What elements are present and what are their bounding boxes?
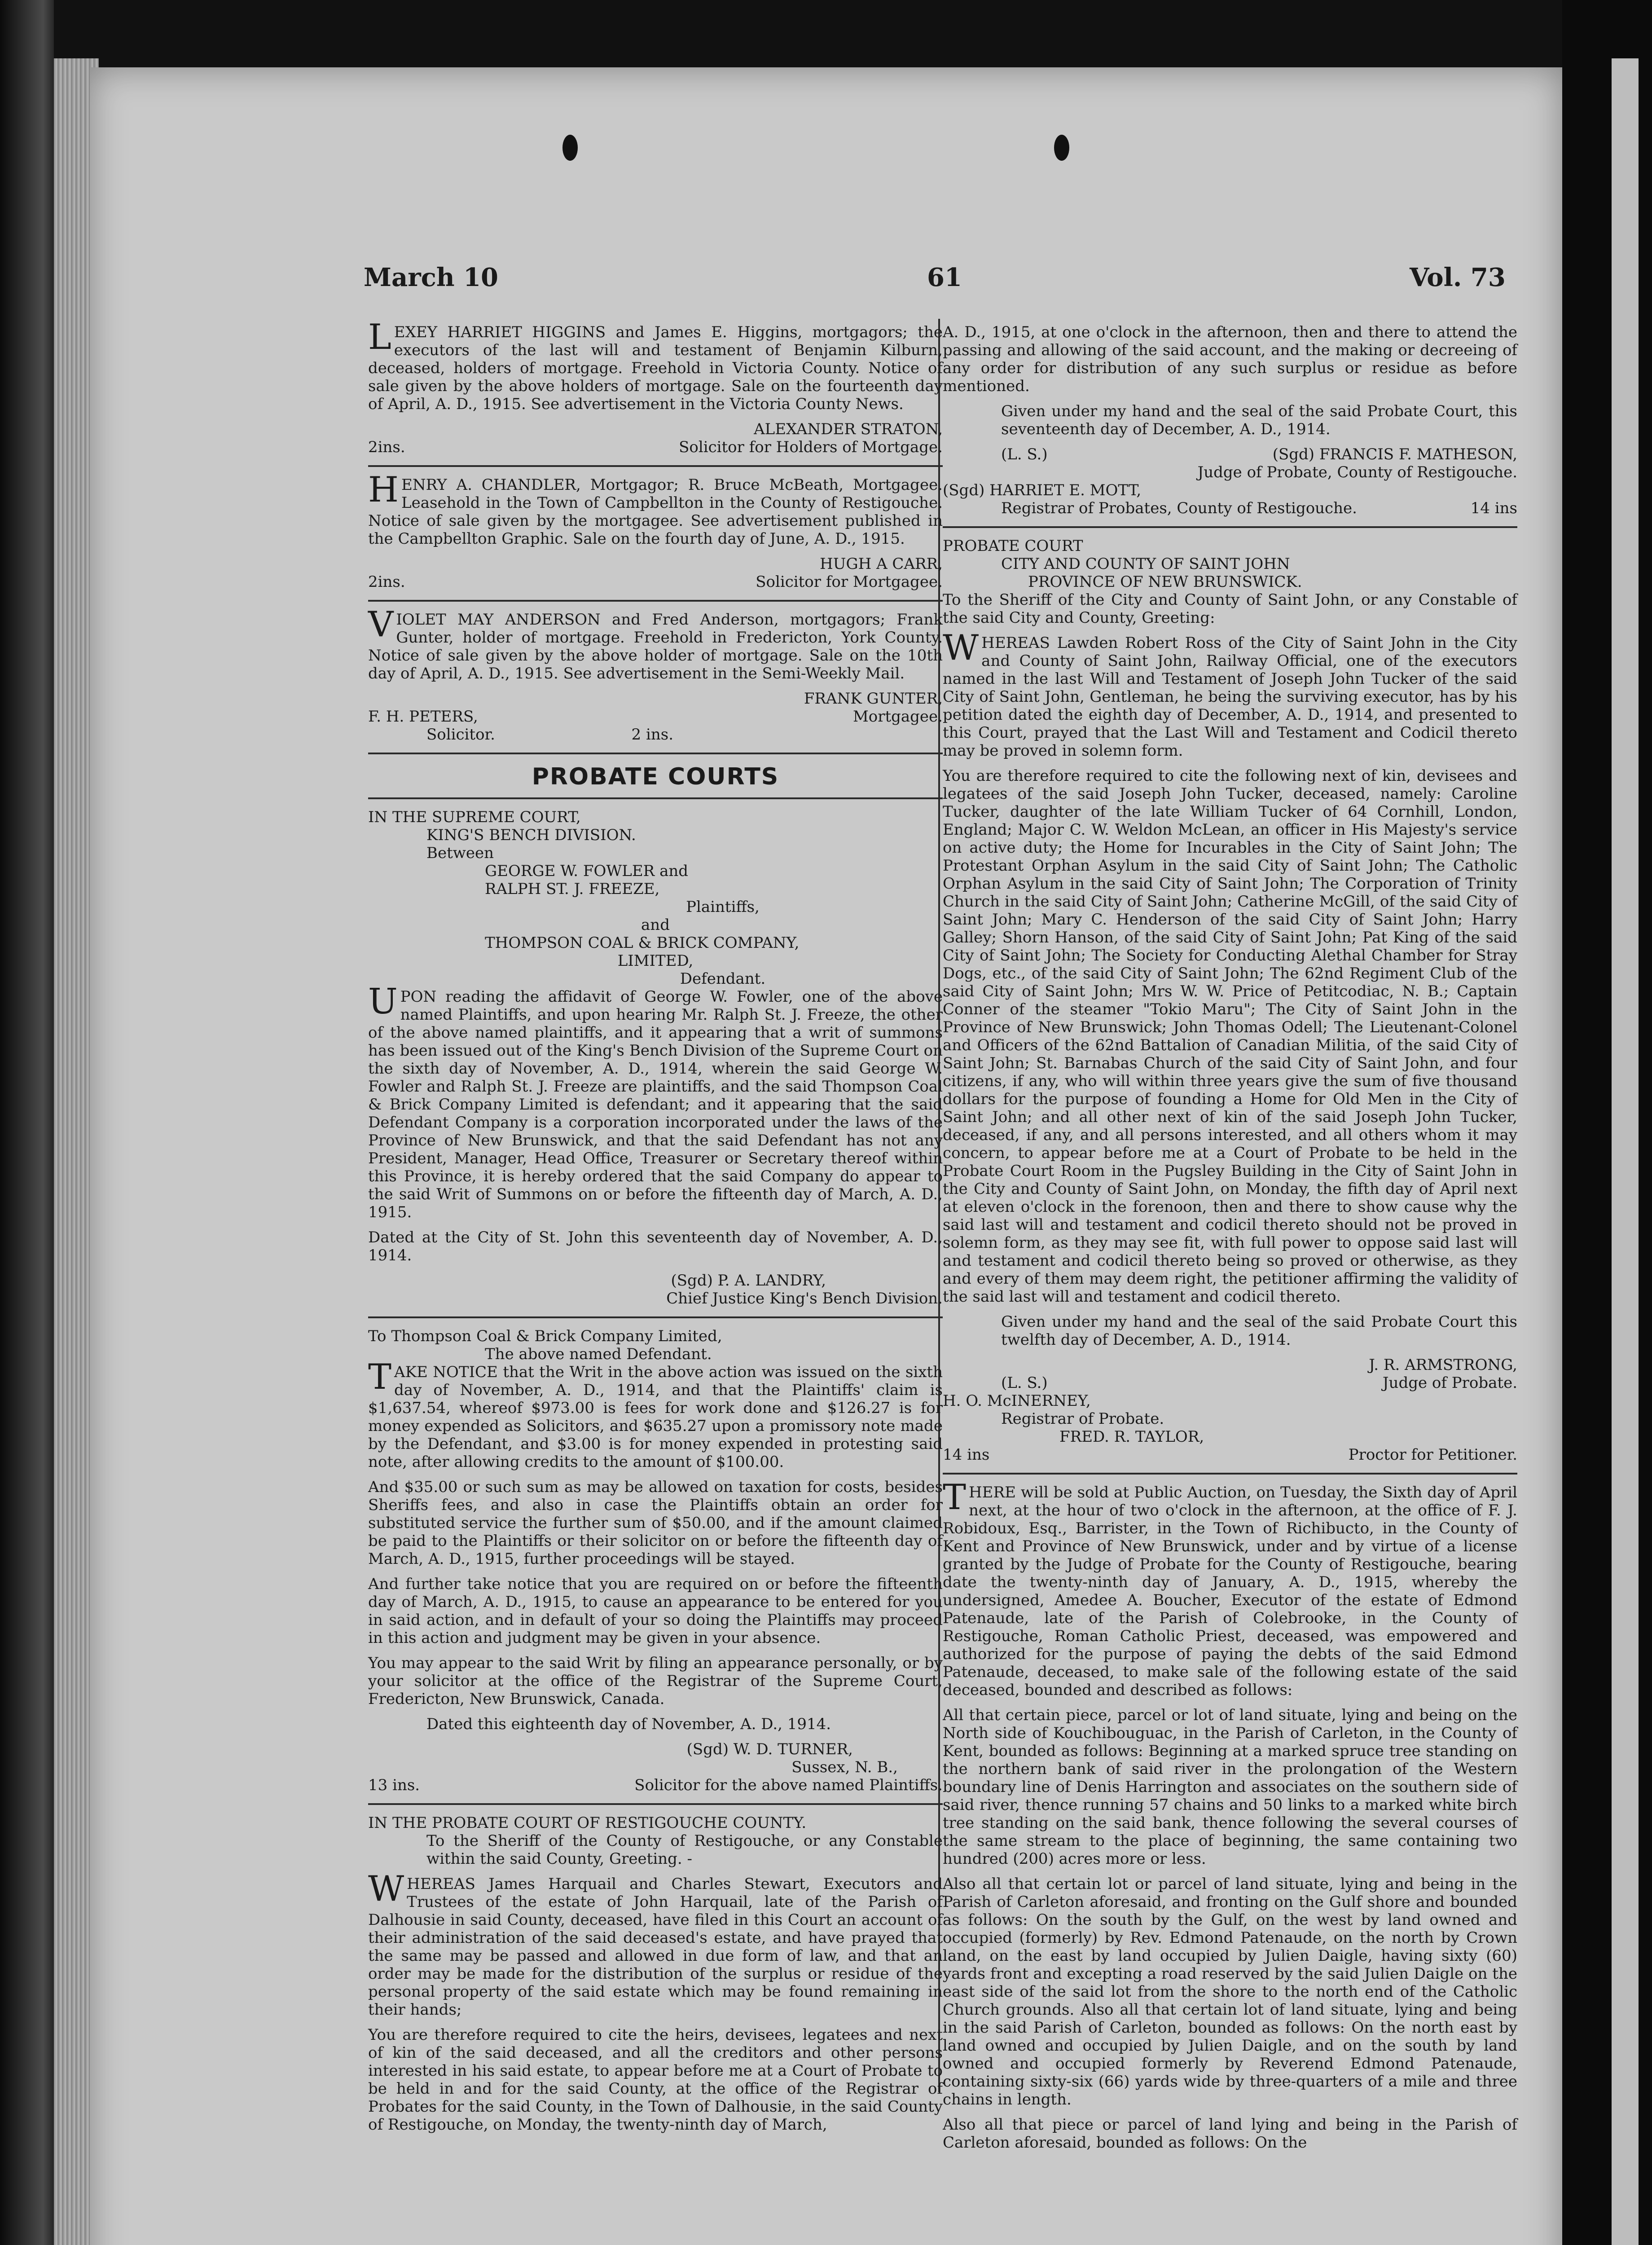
notice-to-2: The above named Defendant. [485, 1345, 712, 1363]
court-title-1: IN THE SUPREME COURT, [368, 808, 581, 826]
divider [368, 1316, 943, 1318]
probate-title-1: PROBATE COURT [943, 537, 1083, 555]
punch-hole [1054, 135, 1069, 161]
notice-signature: ALEXANDER STRATON, [754, 420, 943, 438]
restigouche-p2: You are therefore required to cite the heirs, devisees, legatees and next of kin of the said deceased, and all the creditors and other persons interested in his said estate, to appear before me at a Court of Probate to be held in and for the said County, at the office of the Registrar of Probates for the said County, in the Town of Dalhousie, in the said County of Restigouche, on Monday, the twenty-ninth day of March, [368, 2026, 943, 2134]
proctor-role: Proctor for Petitioner. [1348, 1446, 1517, 1464]
restigouche-title: IN THE PROBATE COURT OF RESTIGOUCHE COUNTY. [368, 1814, 807, 1832]
judge-signature: J. R. ARMSTRONG, [1369, 1356, 1517, 1374]
judge-role: Judge of Probate. [1382, 1374, 1517, 1392]
next-page-sliver [1612, 58, 1639, 2245]
restigouche-continued: A. D., 1915, at one o'clock in the afternoon, then and there to attend the passing and allowing of the said account, and the making or decreeing of any order for distribution of any such surplus or residue as before mentioned. [943, 323, 1517, 395]
take-notice-p3: And further take notice that you are required on or before the fifteenth day of March, A. D., 1915, to cause an appearance to be entered for you in said action, and in default of your so doing the Plaintiffs may proceed in this action and judgment may be given in your absence. [368, 1575, 943, 1647]
party-role: Plaintiffs, [686, 898, 760, 916]
court-title-2: KING'S BENCH DIVISION. [426, 826, 636, 844]
restigouche-given: Given under my hand and the seal of the said Probate Court, this seventeenth day of December, A. D., 1914. [1001, 402, 1517, 438]
seal-line [943, 1374, 1517, 1392]
party-name: THOMPSON COAL & BRICK COMPANY, [485, 934, 800, 952]
right-background [1562, 0, 1652, 2245]
divider [368, 465, 943, 467]
auction-p3: Also all that certain lot or parcel of land situate, lying and being in the Parish of Carleton aforesaid, and fronting on the Gulf shore and bounded as follows: On the south by the Gulf, on the west by land owned and occupied (formerly) by Rev. Edmond Patenaude, on the north by Crown land, on the east by land occupied by Julien Daigle, having sixty (60) yards front and excepting a road reserved by the said Julien Daigle on the east side of the said lot from the shore to the north end of the Catholic Church grounds. Also all that certain lot of land situate, lying and being in the said Parish of Carleton, bounded as follows: On the north east by land owned and occupied by Julien Daigle, and on the south by land owned and occupied formerly by Reverend Edmond Patenaude, containing sixty-six (66) yards wide by three-quarters of a mile and three chains in length. [943, 1875, 1517, 2109]
restigouche-to: To the Sheriff of the County of Restigouche, or any Constable within the said County, Greeting. - [426, 1832, 943, 1868]
insertions: 2 ins. [631, 726, 673, 744]
divider [943, 1473, 1517, 1475]
auction-p2: All that certain piece, parcel or lot of land situate, lying and being on the North side of Kouchibouguac, in the Parish of Carleton, in the County of Kent, bounded as follows: Beginning at a marked spruce tree standing on the northern bank of said river in the prolongation of the Western boundary line of Denis Harrington and associates on the southern side of said river, thence running 57 chains and 50 links to a marked white birch tree standing on the said bank, thence following the several courses of the same stream to the place of beginning, the same containing two hundred (200) acres more or less. [943, 1706, 1517, 1868]
judge-signature: (Sgd) FRANCIS F. MATHESON, [1272, 445, 1517, 463]
take-notice-dated: Dated this eighteenth day of November, A. D., 1914. [426, 1715, 831, 1733]
notice-footer [943, 499, 1517, 517]
party-name: LIMITED, [617, 952, 694, 970]
insertions: 2ins. [368, 573, 405, 591]
right-column [943, 323, 1517, 2159]
judge-role: Judge of Probate, County of Restigouche. [1197, 463, 1517, 481]
solicitor-role: Solicitor. [426, 726, 495, 744]
insertions: 14 ins [943, 1446, 990, 1464]
saint-john-given: Given under my hand and the seal of the said Probate Court this twelfth day of December, A. D., 1914. [1001, 1313, 1517, 1349]
header-page-number: 61 [927, 263, 962, 292]
court-dated: Dated at the City of St. John this seventeenth day of November, A. D., 1914. [368, 1228, 943, 1264]
take-notice-p1: TAKE NOTICE that the Writ in the above action was issued on the sixth day of November, A. D., 1914, and that the Plaintiffs' claim is $1,637.54, whereof $973.00 is fees for work done and $126.27 is for money expended as Solicitors, and $635.27 upon a promissory note made by the Defendant, and $3.00 is for money expended in protesting said note, after allowing credits to the amount of $100.00. [368, 1357, 943, 1471]
saint-john-p2: You are therefore required to cite the following next of kin, devisees and legatees of the said Joseph John Tucker, deceased, namely: Caroline Tucker, daughter of the late William Tucker of 64 Cornhill, London, England; Major C. W. Weldon McLean, an officer in His Majesty's service on active duty; the Home for Incurables in the City of Saint John; The Protestant Orphan Asylum in the said City of Saint John; The Catholic Orphan Asylum in the said City of Saint John; The Corporation of Trinity Church in the said City of Saint John; Catherine McGill, of the said City of Saint John; Mary C. Henderson of the said City of Saint John; Harry Galley; Shorn Hanson, of the said City of Saint John; Pat King of the said City of Saint John; The Society for Conducting Alethal Chamber for Stray Dogs, etc., of the said City of Saint John; The 62nd Regiment Club of the said City of Saint John; Mrs W. W. Price of Petitcodiac, N. B.; Captain Conner of the steamer "Tokio Maru"; The City of Saint John in the Province of New Brunswick; John Thomas Odell; The Lieutenant-Colonel and Officers of the 62nd Battalion of Canadian Militia, of the said City of Saint John; St. Barnabas Church of the said City of Saint John, and four citizens, if any, who will within three years give the sum of five thousand dollars for the purpose of founding a Home for Old Men in the City of Saint John; and all other next of kin of the said Joseph John Tucker, deceased, if any, and all persons interested, and all others whom it may concern, to appear before me at a Court of Probate to be held in the Probate Court Room in the Pugsley Building in the City of Saint John in the City and County of Saint John, on Monday, the fifth day of April next at eleven o'clock in the forenoon, then and there to show cause why the said last will and testament and codicil thereto should not be proved in solemn form, as they may see fit, with full power to oppose said last will and testament and codicil thereto being so proved or otherwise, as they and every of them may deem right, the petitioner affirming the validity of the said last will and testament and codicil thereto. [943, 767, 1517, 1306]
divider [368, 1803, 943, 1805]
court-order-body: UPON reading the affidavit of George W. Fowler, one of the above named Plaintiffs, and upon hearing Mr. Ralph St. J. Freeze, the other of the above named plaintiffs, and it appearing that a writ of summons has been issued out of the King's Bench Division of the Supreme Court on the sixth day of November, A. D., 1914, wherein the said George W. Fowler and Ralph St. J. Freeze are plaintiffs, and the said Thompson Coal & Brick Company Limited is defendant; and it appearing that the said Defendant Company is a corporation incorporated under the laws of the Province of New Brunswick, and that the said Defendant has not any President, Manager, Head Office, Treasurer or Secretary thereof within this Province, it is hereby ordered that the said Company do appear to the said Writ of Summons on or before the fifteenth day of March, A. D., 1915. [368, 982, 943, 1221]
party-name: GEORGE W. FOWLER and [485, 862, 689, 880]
notice-footer [368, 726, 943, 744]
saint-john-p1: WHEREAS Lawden Robert Ross of the City of Saint John in the City and County of Saint John, Railway Official, one of the executors named in the last Will and Testament of Joseph John Tucker of the said City of Saint John, Gentleman, he being the surviving executor, has by his petition dated the eighth day of December, A. D., 1914, and presented to this Court, prayed that the Last Will and Testament and Codicil thereto may be proved in solemn form. [943, 628, 1517, 760]
probate-title-3: PROVINCE OF NEW BRUNSWICK. [1028, 573, 1302, 591]
book-binding-edge [0, 0, 54, 2245]
signature-role: Solicitor for the above named Plaintiffs. [634, 1776, 943, 1794]
auction-p1: THERE will be sold at Public Auction, on Tuesday, the Sixth day of April next, at the hour of two o'clock in the afternoon, at the office of F. J. Robidoux, Esq., Barrister, in the Town of Richibucto, in the County of Kent and Province of New Brunswick, under and by virtue of a license granted by the Judge of Probate for the County of Restigouche, bearing date the twenty-ninth day of January, A. D., 1915, whereby the undersigned, Amedee A. Boucher, Executor of the estate of Edmond Patenaude, late of the Parish of Colebrooke, in the County of Restigouche, Roman Catholic Priest, deceased, was empowered and authorized for the purpose of paying the debts of the said Edmond Patenaude, deceased, to make sale of the following estate of the said deceased, bounded and described as follows: [943, 1477, 1517, 1699]
party-role: Defendant. [680, 970, 766, 988]
seal-label: (L. S.) [1001, 445, 1048, 463]
solicitor-name: F. H. PETERS, [368, 708, 478, 726]
insertions: 14 ins [1470, 499, 1517, 517]
notice-higgins: LEXEY HARRIET HIGGINS and James E. Higgins, mortgagors; the executors of the last will and testament of Benjamin Kilburn, deceased, holders of mortgage. Freehold in Victoria County. Notice of sale given by the above holders of mortgage. Sale on the fourteenth day of April, A. D., 1915. See advertisement in the Victoria County News. [368, 317, 943, 413]
left-column [368, 317, 943, 2141]
take-notice-p2: And $35.00 or such sum as may be allowed on taxation for costs, besides Sheriffs fees, and also in case the Plaintiffs obtain an order for substituted service the further sum of $50.00, and if the amount claimed be paid to the Plaintiffs or their solicitor on or before the fifteenth day of March, A. D., 1915, further proceedings will be stayed. [368, 1478, 943, 1568]
registrar-role: Registrar of Probate. [1001, 1410, 1164, 1428]
seal-line [943, 445, 1517, 463]
probate-title-2: CITY AND COUNTY OF SAINT JOHN [1001, 555, 1290, 573]
registrar-signature: H. O. McINERNEY, [943, 1392, 1091, 1410]
notice-footer [368, 573, 943, 591]
insertions: 2ins. [368, 438, 405, 456]
notice-footer [368, 708, 943, 726]
notice-footer [943, 1446, 1517, 1464]
divider [368, 600, 943, 602]
and-label: and [641, 916, 670, 934]
insertions: 13 ins. [368, 1776, 420, 1794]
notice-chandler: HENRY A. CHANDLER, Mortgagor; R. Bruce McBeath, Mortgagee. Leasehold in the Town of Campbellton in the County of Restigouche. Notice of sale given by the mortgagee. See advertisement published in the Campbellton Graphic. Sale on the fourth day of June, A. D., 1915. [368, 470, 943, 548]
registrar-signature: (Sgd) HARRIET E. MOTT, [943, 481, 1142, 499]
divider [943, 526, 1517, 528]
notice-signature: HUGH A CARR, [820, 555, 943, 573]
signature-role: Solicitor for Holders of Mortgage. [679, 438, 943, 456]
court-signature: (Sgd) P. A. LANDRY, [671, 1272, 826, 1290]
between-label: Between [426, 844, 494, 862]
take-notice-p4: You may appear to the said Writ by filing an appearance personally, or by your solicitor at the office of the Registrar of the Supreme Court, Fredericton, New Brunswick, Canada. [368, 1654, 943, 1708]
signature-role: Solicitor for Mortgagee. [756, 573, 943, 591]
notice-footer [368, 438, 943, 456]
divider [368, 797, 943, 799]
registrar-role: Registrar of Probates, County of Restigouche. [1001, 499, 1357, 517]
seal-label: (L. S.) [1001, 1374, 1048, 1392]
proctor-signature: FRED. R. TAYLOR, [1059, 1428, 1204, 1446]
notice-footer [368, 1776, 943, 1794]
notice-anderson: VIOLET MAY ANDERSON and Fred Anderson, mortgagors; Frank Gunter, holder of mortgage. Freehold in Fredericton, York County. Notice of sale given by the above holder of mortgage. Sale on the 10th day of April, A. D., 1915. See advertisement in the Semi-Weekly Mail. [368, 604, 943, 682]
notice-to: To Thompson Coal & Brick Company Limited, [368, 1327, 722, 1345]
section-banner: PROBATE COURTS [532, 763, 779, 790]
header-volume: Vol. 73 [1410, 263, 1506, 292]
take-notice-place: Sussex, N. B., [791, 1758, 898, 1776]
divider [368, 753, 943, 754]
signature-role: Mortgagee. [852, 708, 943, 726]
take-notice-signature: (Sgd) W. D. TURNER, [686, 1740, 853, 1758]
restigouche-p1: WHEREAS James Harquail and Charles Stewart, Executors and Trustees of the estate of John Harquail, late of the Parish of Dalhousie in said County, deceased, have filed in this Court an account of their administration of the said deceased's estate, and have prayed that the same may be passed and allowed in due form of law, and that an order may be made for the distribution of the surplus or residue of the personal property of the said estate which may be found remaining in their hands; [368, 1869, 943, 2019]
punch-hole [562, 135, 578, 161]
header-date: March 10 [364, 263, 499, 292]
saint-john-to: To the Sheriff of the City and County of Saint John, or any Constable of the said City and County, Greeting: [943, 591, 1517, 627]
auction-p4: Also all that piece or parcel of land lying and being in the Parish of Carleton aforesaid, bounded as follows: On the [943, 2116, 1517, 2152]
party-name: RALPH ST. J. FREEZE, [485, 880, 660, 898]
notice-signature: FRANK GUNTER, [804, 690, 943, 708]
court-signature-role: Chief Justice King's Bench Division. [666, 1290, 943, 1307]
